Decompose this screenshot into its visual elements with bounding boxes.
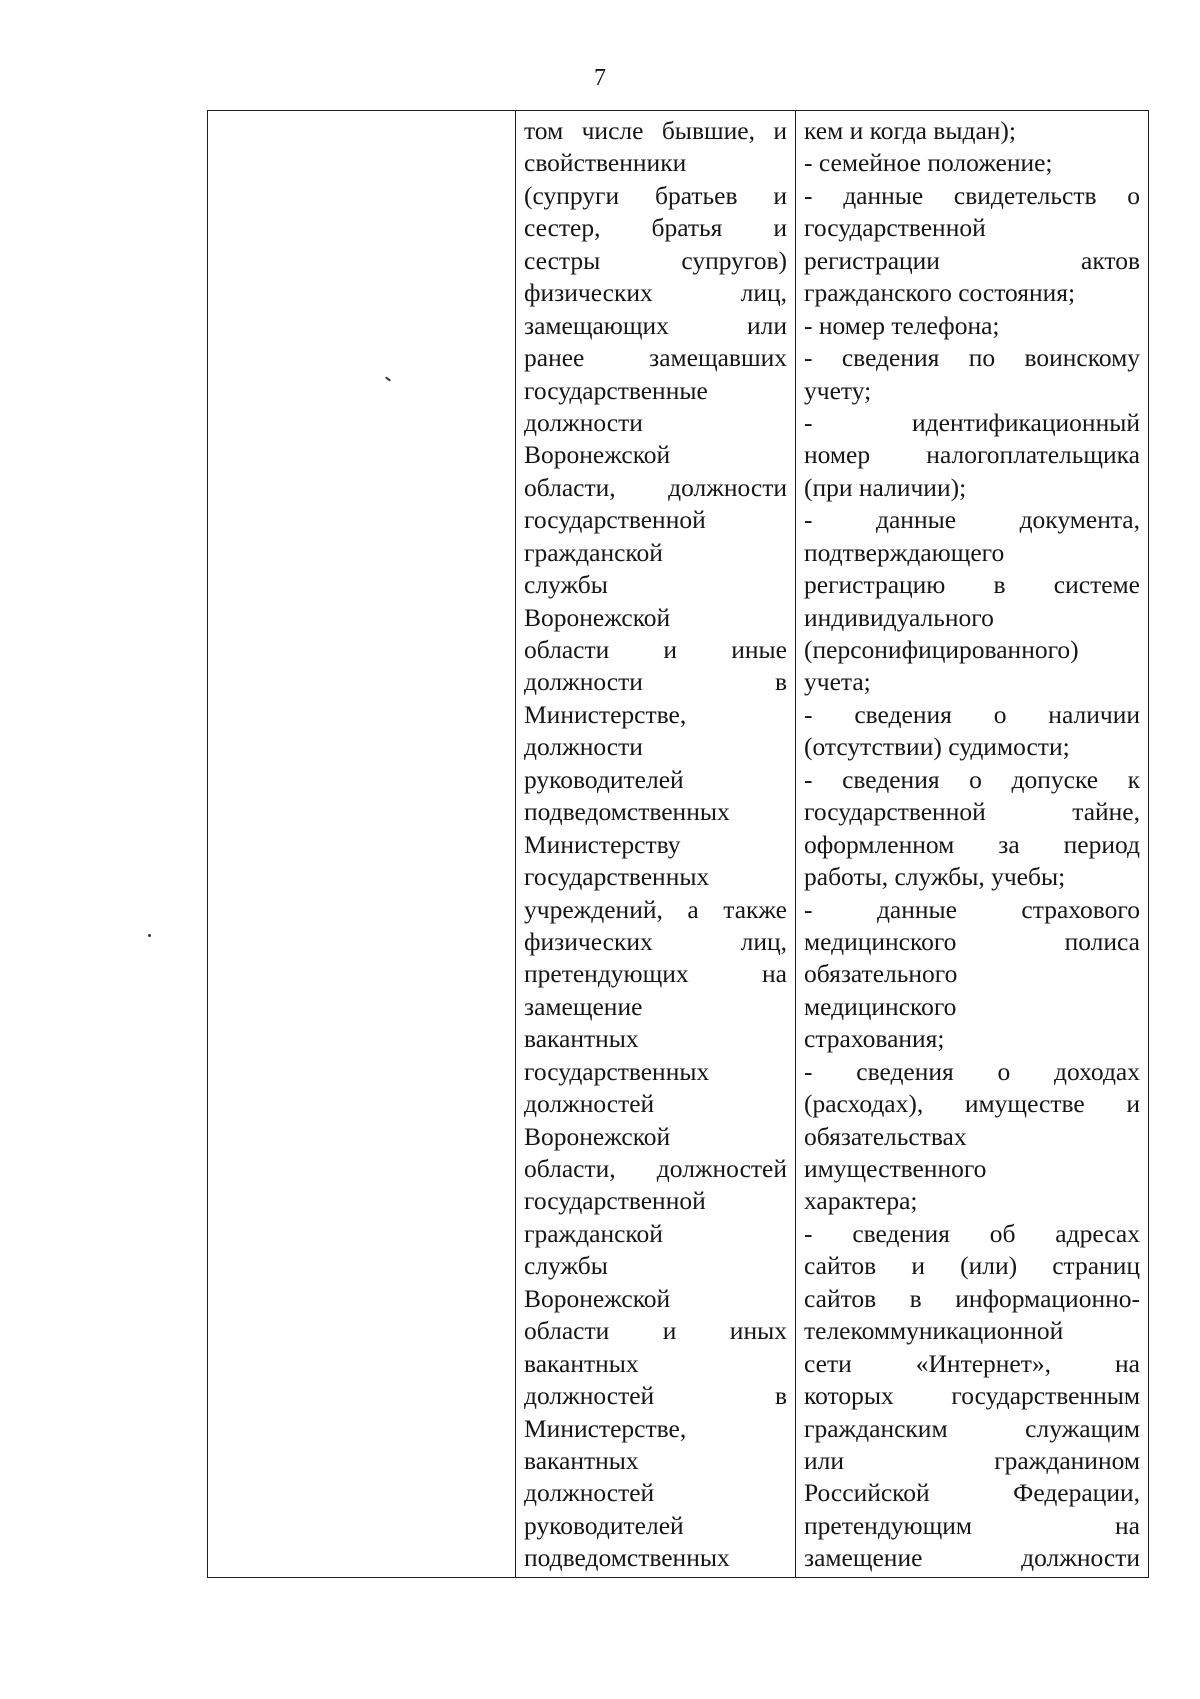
- text-line: службы: [524, 1251, 608, 1281]
- text-line: - номер телефона;: [804, 310, 1000, 340]
- text-line: службы: [524, 570, 608, 600]
- table-cell-data-list: [796, 111, 1149, 1578]
- text-line: области, должности: [524, 472, 787, 502]
- text-line: подведомственных: [524, 1543, 730, 1573]
- text-line: (персонифицированного): [804, 635, 1079, 664]
- text-line: индивидуального: [804, 602, 994, 632]
- text-line: вакантных: [524, 1024, 639, 1054]
- text-line: имущественного: [804, 1154, 987, 1183]
- table-cell-empty: [208, 111, 516, 1578]
- text-line: - сведения о наличии: [804, 699, 1140, 729]
- table-row: [208, 111, 1149, 1578]
- text-line: Воронежской: [524, 1121, 671, 1151]
- text-line: - семейное положение;: [804, 148, 1053, 178]
- text-line: Министерству: [524, 829, 681, 859]
- text-line: должности в: [524, 667, 787, 697]
- text-line: Воронежской: [524, 602, 671, 632]
- text-line: государственной тайне,: [804, 797, 1140, 827]
- text-line: страхования;: [804, 1024, 945, 1054]
- text-line: (супруги братьев и: [524, 180, 787, 210]
- text-line: учету;: [804, 375, 872, 405]
- text-line: или гражданином: [804, 1445, 1140, 1475]
- text-line: ранее замещавших: [524, 343, 787, 373]
- text-line: работы, службы, учебы;: [804, 862, 1066, 892]
- text-line: характера;: [804, 1186, 918, 1216]
- text-line: сайтов в информационно-: [804, 1283, 1140, 1313]
- page-number: 7: [594, 65, 606, 91]
- text-line: (отсутствии) судимости;: [804, 732, 1070, 762]
- table-cell-subjects: [516, 111, 796, 1578]
- text-line: государственные: [524, 375, 708, 405]
- text-line: должностей: [524, 1089, 655, 1119]
- text-line: гражданской: [524, 1218, 663, 1248]
- text-line: телекоммуникационной: [804, 1316, 1064, 1346]
- text-line: которых государственным: [804, 1381, 1140, 1411]
- text-line: должностей: [524, 1478, 655, 1508]
- text-line: Министерстве,: [524, 1413, 687, 1443]
- text-line: государственных: [524, 862, 710, 892]
- text-line: подтверждающего: [804, 537, 1005, 567]
- text-line: области и иные: [524, 635, 787, 664]
- text-line: области, должностей: [524, 1154, 787, 1183]
- text-line: государственной: [524, 1186, 706, 1216]
- personal-data-table: [207, 110, 1149, 1578]
- text-line: учета;: [804, 667, 871, 697]
- text-line: физических лиц,: [524, 926, 787, 956]
- text-line: медицинского полиса: [804, 926, 1140, 956]
- text-line: регистрацию в системе: [804, 570, 1140, 600]
- text-line: должностей в: [524, 1381, 787, 1411]
- text-line: медицинского: [804, 991, 957, 1021]
- text-line: учреждений, а также: [524, 894, 787, 924]
- text-line: - данные страхового: [804, 894, 1140, 924]
- text-line: Воронежской: [524, 440, 671, 470]
- text-line: - идентификационный: [804, 407, 1140, 437]
- column-2-text: [516, 111, 795, 1575]
- text-line: (при наличии);: [804, 472, 967, 502]
- text-line: сестер, братья и: [524, 213, 787, 243]
- text-line: - данные документа,: [804, 505, 1140, 535]
- column-3-text: [796, 111, 1148, 1575]
- text-line: сети «Интернет», на: [804, 1348, 1140, 1378]
- text-line: должности: [524, 407, 643, 437]
- text-line: - сведения о доходах: [804, 1056, 1140, 1086]
- text-line: Российской Федерации,: [804, 1478, 1140, 1508]
- text-line: замещение: [524, 991, 643, 1021]
- text-line: должности: [524, 732, 643, 762]
- text-line: претендующих на: [524, 959, 787, 989]
- text-line: - сведения о допуске к: [804, 764, 1140, 794]
- text-line: вакантных: [524, 1445, 639, 1475]
- text-line: (расходах), имуществе и: [804, 1089, 1140, 1119]
- text-line: гражданского состояния;: [804, 278, 1076, 308]
- text-line: замещающих или: [524, 310, 787, 340]
- text-line: Министерстве,: [524, 699, 687, 729]
- text-line: государственной: [804, 213, 986, 243]
- text-line: замещение должности: [804, 1543, 1140, 1573]
- text-line: руководителей: [524, 1510, 684, 1540]
- text-line: Воронежской: [524, 1283, 671, 1313]
- text-line: сайтов и (или) страниц: [804, 1251, 1140, 1281]
- text-line: обязательного: [804, 959, 958, 989]
- text-line: номер налогоплательщика: [804, 440, 1140, 470]
- text-line: гражданским служащим: [804, 1413, 1140, 1443]
- text-line: - сведения по воинскому: [804, 343, 1140, 373]
- text-line: руководителей: [524, 764, 684, 794]
- text-line: свойственники: [524, 148, 687, 178]
- scan-speck: [148, 934, 151, 937]
- text-line: сестры супругов): [524, 245, 787, 275]
- text-line: физических лиц,: [524, 278, 787, 308]
- text-line: гражданской: [524, 537, 663, 567]
- text-line: претендующим на: [804, 1510, 1140, 1540]
- text-line: подведомственных: [524, 797, 730, 827]
- text-line: оформленном за период: [804, 829, 1140, 859]
- text-line: - данные свидетельств о: [804, 180, 1140, 210]
- text-line: кем и когда выдан);: [804, 116, 1016, 145]
- text-line: области и иных: [524, 1316, 787, 1346]
- text-line: - сведения об адресах: [804, 1218, 1140, 1248]
- text-line: регистрации актов: [804, 245, 1140, 275]
- text-line: государственной: [524, 505, 706, 535]
- text-line: вакантных: [524, 1348, 639, 1378]
- text-line: государственных: [524, 1056, 710, 1086]
- text-line: том числе бывшие, и: [524, 116, 787, 145]
- text-line: обязательствах: [804, 1121, 967, 1151]
- column-1-text: [208, 111, 515, 115]
